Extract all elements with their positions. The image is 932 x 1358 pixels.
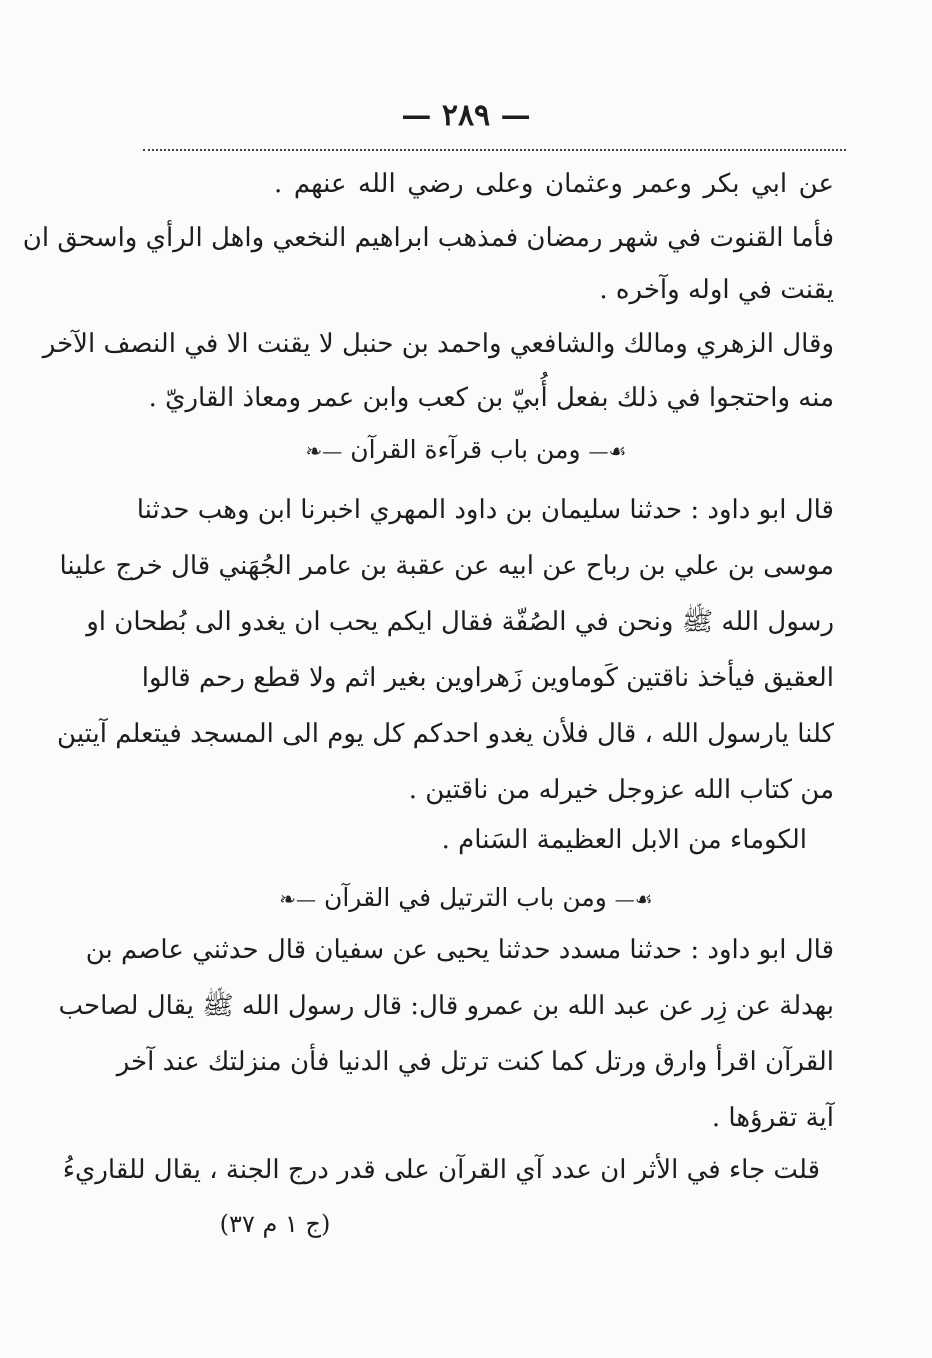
text-line: من كتاب الله عزوجل خيرله من ناقتين . bbox=[408, 775, 834, 805]
text-line: يقنت في اوله وآخره . bbox=[599, 275, 834, 305]
text-line: عن ابي بكر وعمر وعثمان وعلى رضي الله عنهم . bbox=[274, 169, 834, 199]
text-line: القرآن اقرأ وارق ورتل كما كنت ترتل في الدنيا فأن منزلتك عند آخر bbox=[116, 1047, 834, 1077]
header-divider bbox=[143, 149, 846, 151]
section-heading-tarteel bbox=[0, 878, 932, 919]
text-line: موسى بن علي بن رباح عن ابيه عن عقبة بن عامر الجُهَني قال خرج علينا bbox=[59, 551, 834, 581]
text-line: قلت جاء في الأثر ان عدد آي القرآن على قدر درج الجنة ، يقال للقاريءُ bbox=[62, 1155, 820, 1185]
text-line: قال ابو داود : حدثنا مسدد حدثنا يحيى عن سفيان قال حدثني عاصم بن bbox=[85, 935, 834, 965]
ornament-icon: ☙— bbox=[588, 439, 627, 463]
text-line: فأما القنوت في شهر رمضان فمذهب ابراهيم النخعي واهل الرأي واسحق ان bbox=[22, 223, 834, 253]
footnote-line: الكوماء من الابل العظيمة السَنام . bbox=[441, 825, 807, 855]
text-line: العقيق فيأخذ ناقتين كَوماوين زَهراوين بغير اثم ولا قطع رحم قالوا bbox=[141, 663, 834, 693]
ornament-icon: —❧ bbox=[305, 439, 343, 463]
ornament-icon: ☙— bbox=[614, 887, 653, 911]
text-line: وقال الزهري ومالك والشافعي واحمد بن حنبل لا يقنت الا في النصف الآخر bbox=[42, 329, 834, 359]
text-line: قال ابو داود : حدثنا سليمان بن داود المهري اخبرنا ابن وهب حدثنا bbox=[136, 495, 834, 525]
text-line: بهدلة عن زِر عن عبد الله بن عمرو قال: قال رسول الله ﷺ يقال لصاحب bbox=[58, 991, 834, 1021]
heading-text: ومن باب الترتيل في القرآن bbox=[324, 883, 607, 912]
ornament-icon: —❧ bbox=[279, 887, 317, 911]
text-line: كلنا يارسول الله ، قال فلأن يغدو احدكم كل يوم الى المسجد فيتعلم آيتين bbox=[57, 719, 834, 749]
page-number: — ٢٨٩ — bbox=[401, 98, 531, 133]
text-line: منه واحتجوا في ذلك بفعل أُبيّ بن كعب وابن عمر ومعاذ القاريّ . bbox=[148, 383, 834, 413]
printer-signature: (ج ١ م ٣٧) bbox=[219, 1210, 331, 1238]
heading-text: ومن باب قرآءة القرآن bbox=[350, 435, 581, 464]
text-line: آية تقرؤها . bbox=[711, 1103, 834, 1133]
section-heading-quran-recitation bbox=[0, 430, 932, 471]
text-line: رسول الله ﷺ ونحن في الصُفّة فقال ايكم يحب ان يغدو الى بُطحان او bbox=[86, 607, 834, 637]
